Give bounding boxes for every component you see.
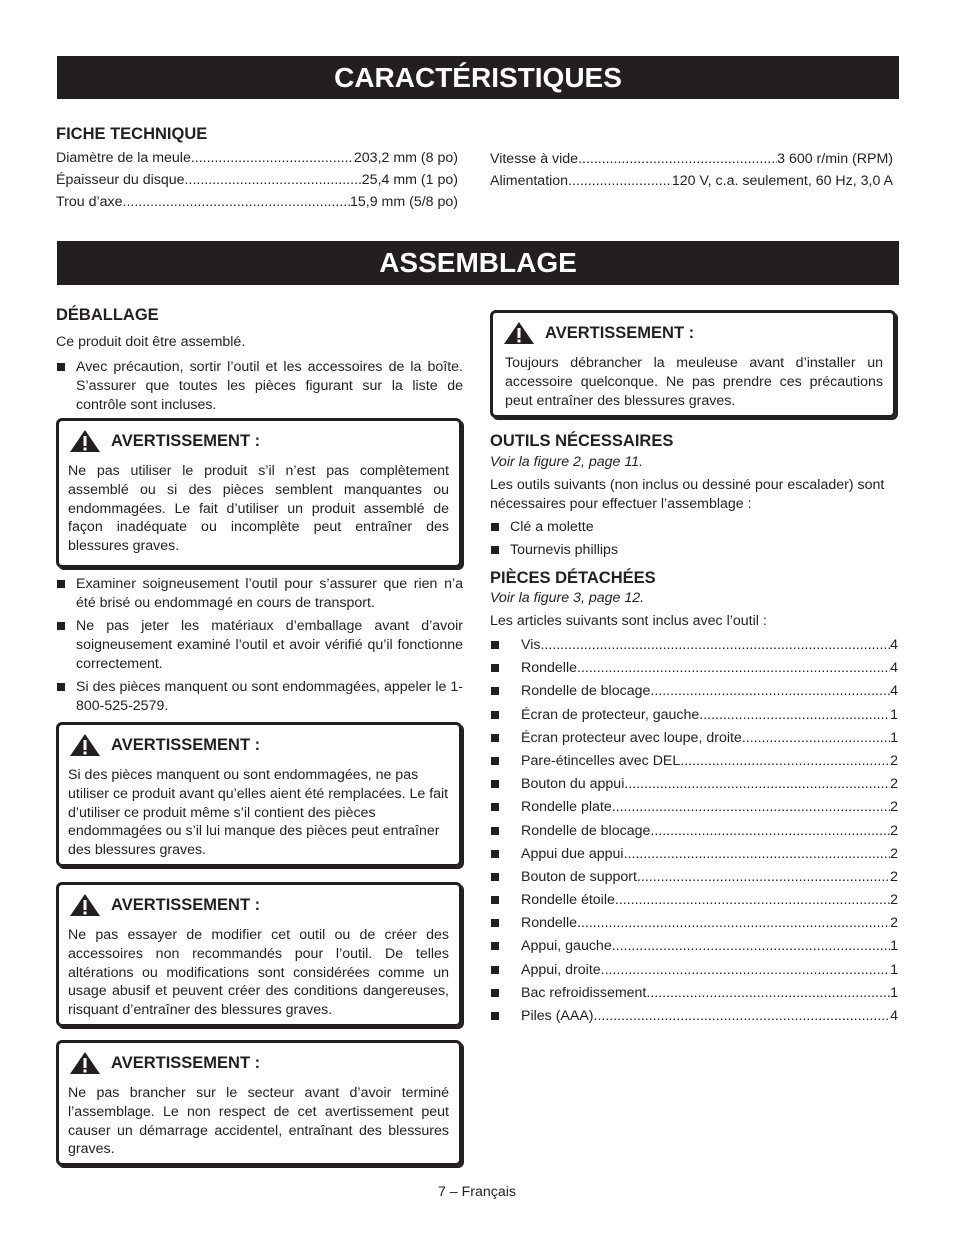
spec-row: Alimentation. ..... 120 V, c.a. seulement, 60 Hz, 3,0 A [490, 172, 893, 191]
parts-list-item: Vis ..... 4 [490, 636, 898, 655]
fiche-technique-heading: FICHE TECHNIQUE [56, 125, 208, 143]
parts-list-item: Écran de protecteur, gauche ..... 1 [490, 706, 898, 725]
warning-text: Si des pièces manquent ou sont endommagées, ne pas utiliser ce produit avant qu’elles aient été remplacées. Le fait d’utiliser ce produit même s’il contient des pièces endommagées ou s’il lui manque des pièces peut entraîner des blessures graves. [68, 767, 449, 859]
warning-text: Ne pas utiliser le produit s’il n’est pas complètement assemblé ou si des pièces semblent manquantes ou endommagées. Le fait d’utiliser un produit assemblé de façon inadéquate ou incomplète peut entraîner des blessures graves. [68, 463, 449, 555]
warning-triangle-icon [69, 733, 101, 757]
deballage-intro: Ce produit doit être assemblé. [56, 334, 246, 350]
parts-list-item: Appui, droite ..... 1 [490, 961, 898, 980]
parts-list-item: Écran protecteur avec loupe, droite ..... 1 [490, 729, 898, 748]
pieces-heading: PIÈCES DÉTACHÉES [490, 569, 656, 587]
warning-box [56, 882, 462, 1027]
parts-list-item: Rondelle ..... 4 [490, 659, 898, 678]
parts-list-item: Bac refroidissement ..... 1 [490, 984, 898, 1003]
outils-heading: OUTILS NÉCESSAIRES [490, 432, 674, 450]
spec-row: Épaisseur du disque. ..... 25,4 mm (1 po) [56, 171, 458, 190]
parts-list-item: Rondelle étoile ..... 2 [490, 891, 898, 910]
deballage-list [56, 575, 463, 715]
warning-text: Toujours débrancher la meuleuse avant d’installer un accessoire quelconque. Ne pas prendre ces précautions peut entraîner des blessures graves. [505, 355, 883, 409]
specs-banner: CARACTÉRISTIQUES [57, 56, 899, 99]
deballage-heading: DÉBALLAGE [56, 306, 159, 324]
specs-right-list [490, 150, 893, 191]
list-item: Si des pièces manquent ou sont endommagées, appeler le 1-800-525-2579. [56, 678, 463, 716]
parts-list-item: Rondelle de blocage ..... 2 [490, 822, 898, 841]
warning-text: Ne pas essayer de modifier cet outil ou de créer des accessoires non recommandés pour l’outil. De telles altérations ou modifications sont considérées comme un usage abusif et peuvent créer des conditions dangereuses, risquant d’entraîner des blessures graves. [68, 927, 449, 1019]
spec-row: Vitesse à vide ..... 3 600 r/min (RPM) [490, 150, 893, 169]
parts-list-item: Appui due appui ..... 2 [490, 845, 898, 864]
specs-left-list [56, 149, 458, 212]
list-item: Clé a molette [490, 518, 898, 537]
warning-box [490, 310, 896, 418]
warning-header: AVERTISSEMENT : [68, 733, 449, 757]
parts-list-item: Pare-étincelles avec DEL ..... 2 [490, 752, 898, 771]
warning-header: AVERTISSEMENT : [68, 893, 449, 917]
parts-list-item: Rondelle de blocage ..... 4 [490, 682, 898, 701]
warning-box [56, 722, 462, 867]
parts-list-item: Bouton du appui ..... 2 [490, 775, 898, 794]
outils-intro: Les outils suivants (non inclus ou dessiné pour escalader) sont nécessaires pour effectuer l’assemblage : [490, 477, 885, 512]
spec-row: Trou d’axe ..... 15,9 mm (5/8 po) [56, 193, 458, 212]
warning-triangle-icon [69, 893, 101, 917]
warning-triangle-icon [69, 429, 101, 453]
pieces-intro: Les articles suivants sont inclus avec l’outil : [490, 613, 767, 629]
spec-row: Diamètre de la meule ..... 203,2 mm (8 po) [56, 149, 458, 168]
warning-text: Ne pas brancher sur le secteur avant d’avoir terminé l’assemblage. Le non respect de cet avertissement peut causer un démarrage accidentel, entraînant des blessures graves. [68, 1085, 449, 1158]
warning-header: AVERTISSEMENT : [68, 429, 449, 453]
outils-list [490, 518, 898, 560]
warning-triangle-icon [503, 321, 535, 345]
list-item: Avec précaution, sortir l’outil et les accessoires de la boîte. S’assurer que toutes les pièces figurant sur la liste de contrôle sont incluses. [56, 358, 463, 414]
parts-list-item: Rondelle plate ..... 2 [490, 798, 898, 817]
warning-box [56, 418, 462, 568]
assembly-banner: ASSEMBLAGE [57, 241, 899, 285]
list-item: Ne pas jeter les matériaux d’emballage avant d’avoir soigneusement examiné l’outil et avoir vérifié qu’il fonctionne correctement. [56, 617, 463, 673]
warning-triangle-icon [69, 1051, 101, 1075]
pieces-list [490, 636, 898, 1030]
list-item: Examiner soigneusement l’outil pour s’assurer que rien n’a été brisé ou endommagé en cours de transport. [56, 575, 463, 613]
parts-list-item: Bouton de support ..... 2 [490, 868, 898, 887]
warning-header: AVERTISSEMENT : [68, 1051, 449, 1075]
parts-list-item: Piles (AAA) ..... 4 [490, 1007, 898, 1026]
warning-box [56, 1040, 462, 1166]
outils-reference: Voir la figure 2, page 11. [490, 454, 644, 470]
warning-header: AVERTISSEMENT : [502, 321, 883, 345]
page-footer: 7 – Français [437, 1184, 517, 1200]
pieces-reference: Voir la figure 3, page 12. [490, 590, 645, 606]
list-item: Tournevis phillips [490, 541, 898, 560]
parts-list-item: Appui, gauche ..... 1 [490, 937, 898, 956]
parts-list-item: Rondelle ..... 2 [490, 914, 898, 933]
